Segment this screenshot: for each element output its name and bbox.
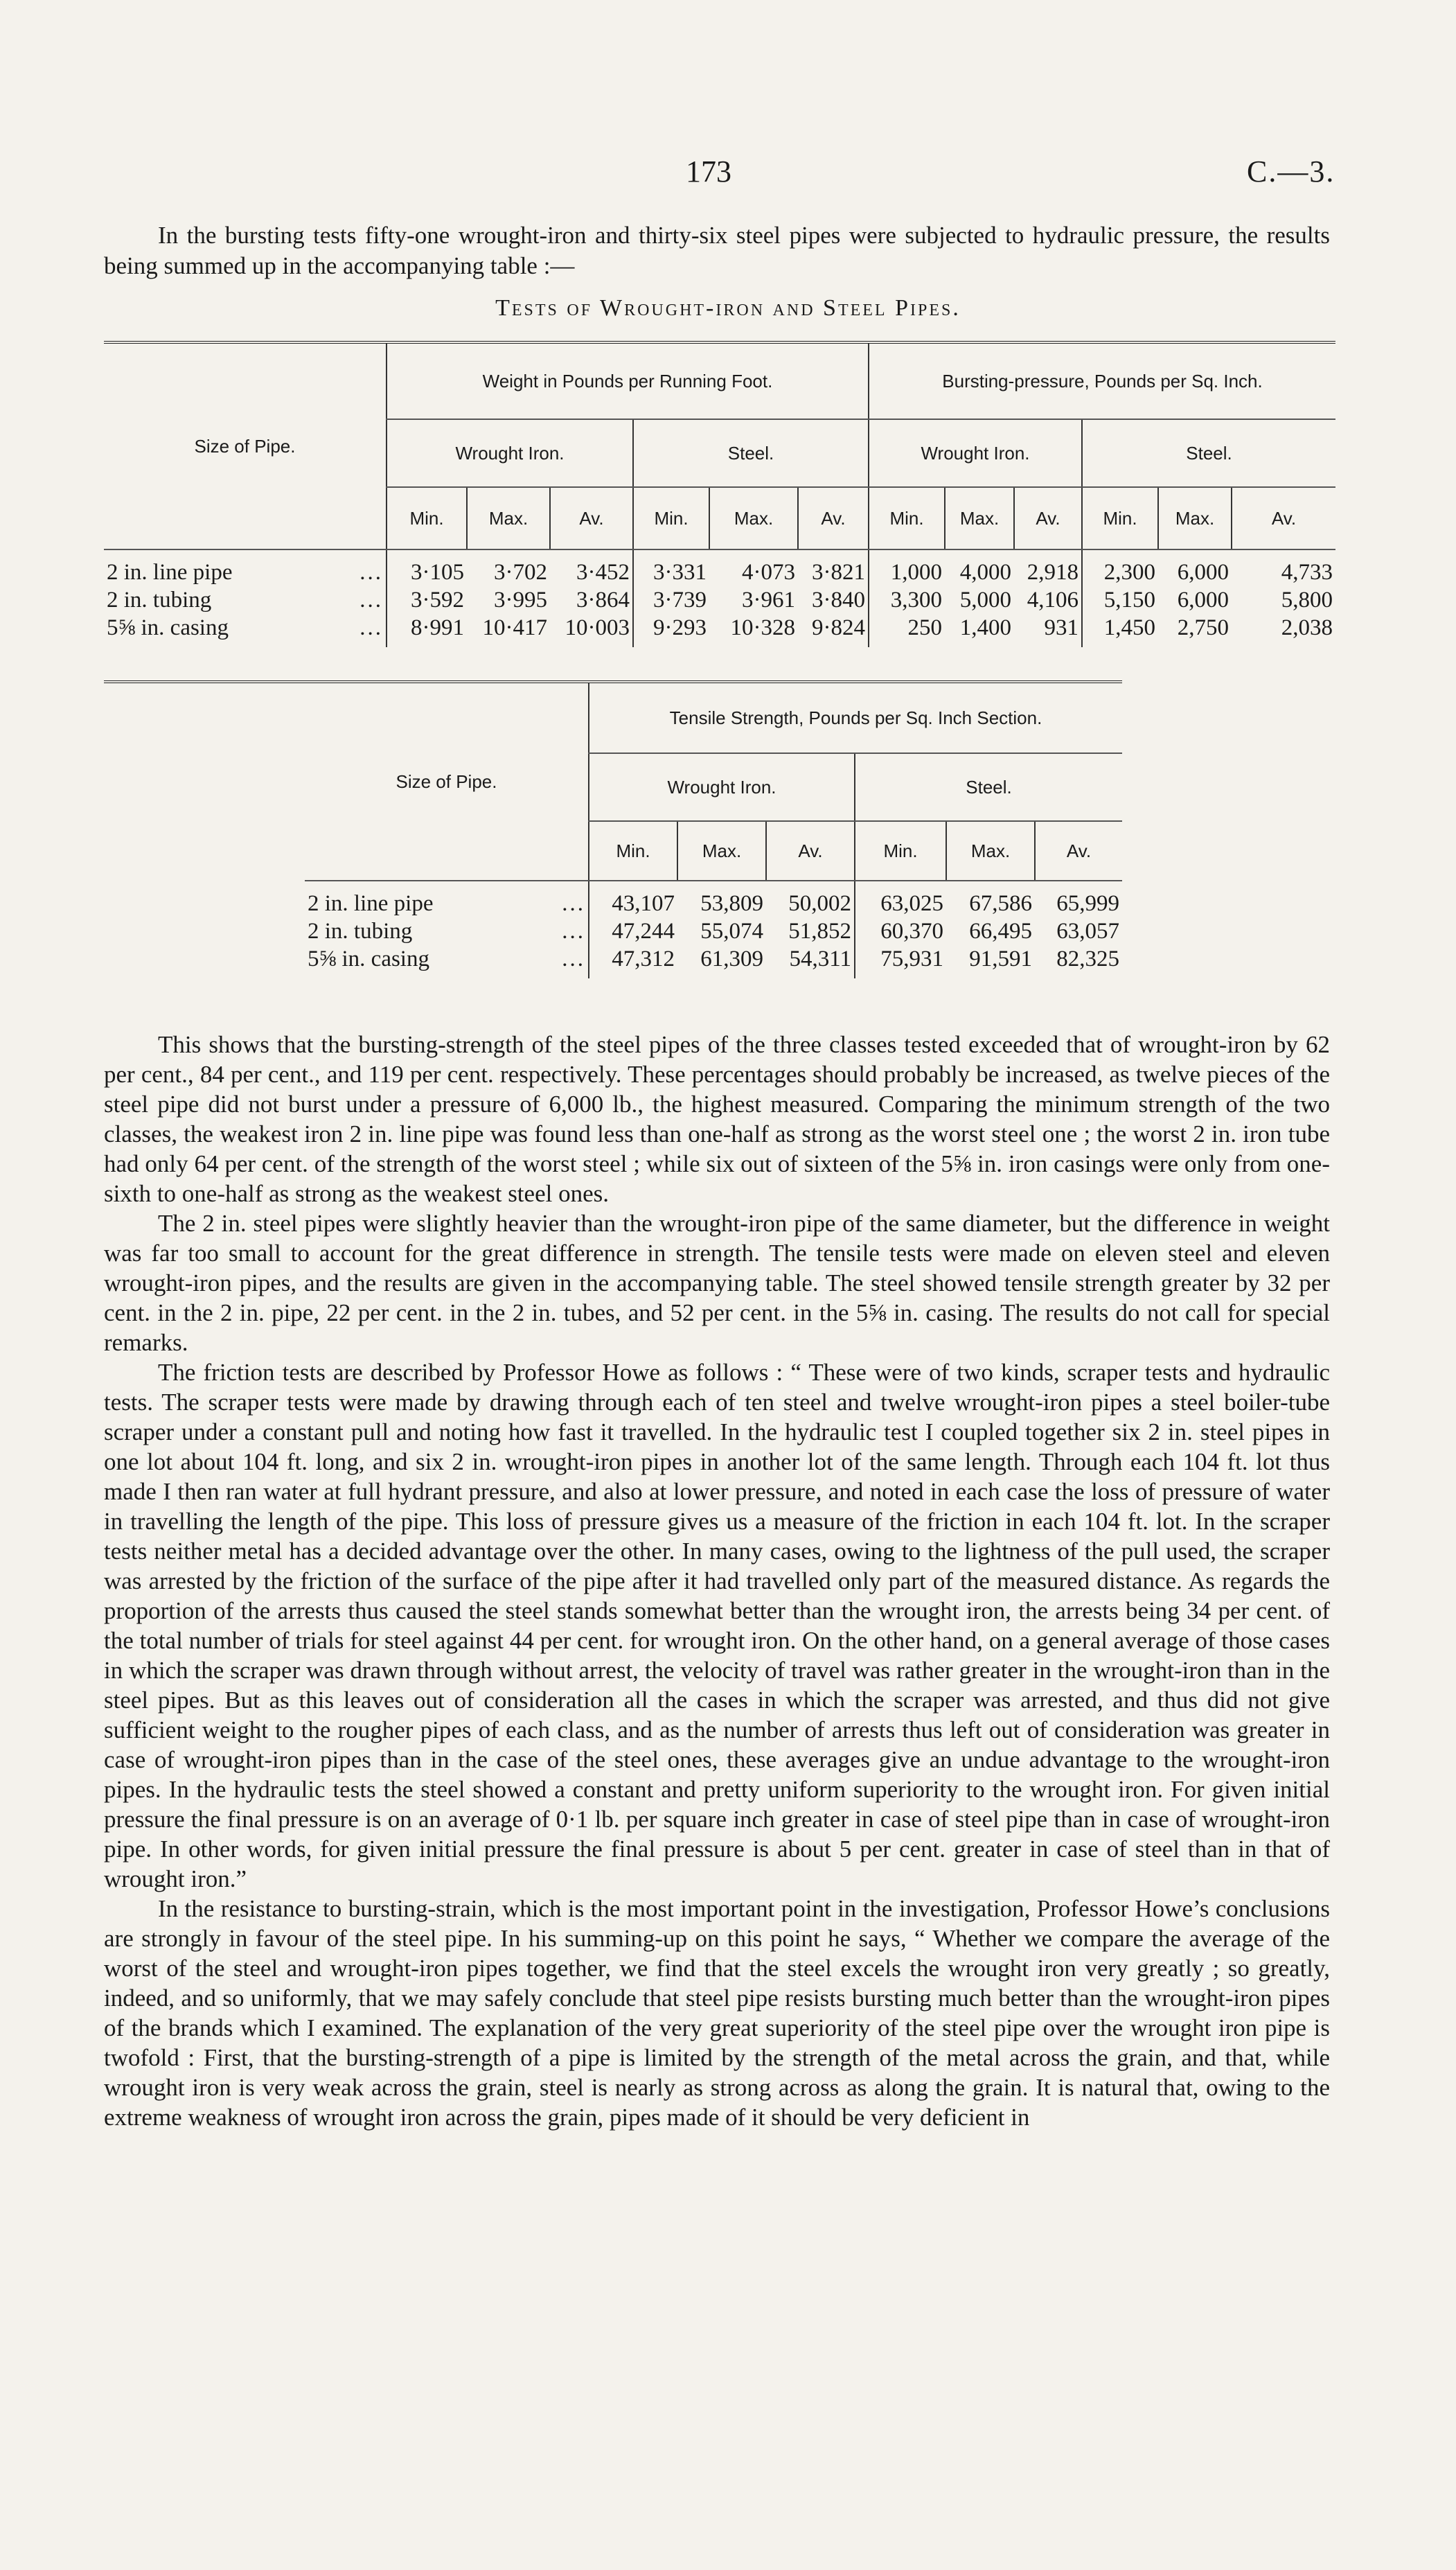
table-divider [104,680,305,683]
pipe-size: 2 in. line pipe ... [308,890,585,916]
pipe-size: 2 in. tubing ... [107,587,383,613]
av-header: Av. [550,487,633,549]
min-header: Min. [633,487,709,549]
table-cell: 8·991 [387,614,467,647]
wrought-iron-header: Wrought Iron. [387,419,633,487]
max-header: Max. [945,487,1014,549]
table-cell: 4,000 [959,559,1011,585]
table-cell: 2,038 [1281,615,1333,640]
table-cell: 3·961 [742,587,795,613]
table-cell: 1,000 [869,549,945,586]
table-cell: 3·702 [494,559,547,585]
table-cell: 53,809 [700,890,763,916]
table-cell: 43,107 [589,881,677,917]
max-header: Max. [467,487,550,549]
weight-bursting-table [104,341,1335,647]
table-cell: 51,852 [788,918,851,944]
max-header: Max. [946,821,1035,881]
steel-header: Steel. [1082,419,1335,487]
paragraph: The friction tests are described by Professor Howe as follows : “ These were of two kinds, scraper tests and hydraulic tests. The scraper tests were made by drawing through each of ten steel and twelve wrought-iron pipes a steel boiler-tube scraper under a constant pull and noting how fast it travelled. In the hydraulic test I coupled together six 2 in. steel pipes in one lot about 104 ft. long, and six 2 in. wrought-iron pipes in another lot of the same length. Through each 104 ft. lot thus made I then ran water at full hydrant pressure, and also at lower pressure, and noted in each case the loss of pressure of water in travelling the length of the pipe. This loss of pressure gives us a measure of the friction in each 104 ft. lot. In the scraper tests neither metal has a decided advantage over the other. In many cases, owing to the lightness of the pull used, the scraper was arrested by the friction of the surface of the pipe after it had travelled only part of the measured distance. As regards the proportion of the arrests thus caused the steel stands somewhat better than the wrought iron, the arrests being 34 per cent. of the total number of trials for steel against 44 per cent. for wrought iron. On the other hand, on a general average of those cases in which the scraper was drawn through without arrest, the velocity of travel was rather greater in the wrought-iron than in the steel pipes. But as this leaves out of consideration all the cases in which the scraper was arrested, and thus did not give sufficient weight to the rougher pipes of each class, and as the number of arrests thus left out of consideration was greater in case of wrought-iron pipes than in the case of the steel ones, these averages give an undue advantage to the wrought-iron pipes. In the hydraulic tests the steel showed a constant and pretty uniform superiority to the wrought iron. For given initial pressure the final pressure is on an average of 0·1 lb. per square inch greater in case of steel pipe than in case of wrought-iron pipe. In other words, for given initial pressure the final pressure is about 5 per cent. greater in case of steel than in that of wrought iron.” [104,1359,1330,1892]
table-cell: 55,074 [700,918,763,944]
table-cell: 3·840 [812,587,865,613]
tensile-group-header: Tensile Strength, Pounds per Sq. Inch Section. [589,682,1122,753]
body-text [104,1030,1330,2132]
table-cell: 5,000 [959,587,1011,613]
table-cell: 2,300 [1082,549,1158,586]
table-cell: 3·592 [387,586,467,614]
size-header: Size of Pipe. [104,342,387,549]
table-cell: 61,309 [700,946,763,971]
table-cell: 2,918 [1027,559,1078,585]
table-cell: 9·824 [812,615,865,640]
bursting-group-header: Bursting-pressure, Pounds per Sq. Inch. [869,342,1335,419]
table-cell: 75,931 [855,945,946,978]
page-number: 173 [686,155,731,188]
pipe-size: 2 in. tubing ... [308,918,585,944]
max-header: Max. [677,821,766,881]
min-header: Min. [589,821,677,881]
max-header: Max. [709,487,798,549]
min-header: Min. [869,487,945,549]
intro-paragraph: In the bursting tests fifty-one wrought-iron and thirty-six steel pipes were subjected to hydraulic pressure, the results being summed up in the accompanying table :— [104,222,1330,279]
table-row [305,881,1122,917]
table-cell: 3,300 [869,586,945,614]
table-cell: 6,000 [1177,559,1229,585]
table-cell: 47,244 [589,917,677,945]
tensile-strength-table [305,680,1122,978]
av-header: Av. [798,487,869,549]
table-cell: 60,370 [855,917,946,945]
table-cell: 82,325 [1056,946,1119,971]
table-cell: 10·003 [565,615,630,640]
pipe-size: 2 in. line pipe ... [107,559,383,585]
pipe-size: 5⅝ in. casing ... [107,615,383,640]
min-header: Min. [855,821,946,881]
table-row [104,586,1335,614]
weight-group-header: Weight in Pounds per Running Foot. [387,342,869,419]
table-cell: 3·452 [576,559,630,585]
table-cell: 63,057 [1056,918,1119,944]
table-cell: 1,400 [959,615,1011,640]
paragraph: The 2 in. steel pipes were slightly heavier than the wrought-iron pipe of the same diameter, but the difference in weight was far too small to account for the great difference in strength. The tensile tests were made on eleven steel and eleven wrought-iron pipes, and the results are given in the accompanying table. The steel showed tensile strength greater by 32 per cent. in the 2 in. pipe, 22 per cent. in the 2 in. tubes, and 52 per cent. in the 5⅝ in. casing. The results do not call for special remarks. [104,1210,1330,1356]
av-header: Av. [1035,821,1122,881]
table-cell: 67,586 [969,890,1032,916]
table-cell: 66,495 [969,918,1032,944]
min-header: Min. [387,487,467,549]
paragraph: In the resistance to bursting-strain, which is the most important point in the investigation, Professor Howe’s conclusions are strongly in favour of the steel pipe. In his summing-up on this point he says, “ Whether we compare the average of the worst of the steel and wrought-iron pipes together, we find that the steel excels the wrought iron very greatly ; so greatly, indeed, and so uniformly, that we may safely conclude that steel pipe resists bursting much better than the wrought-iron pipes of the brands which I examined. The explanation of the very great superiority of the steel pipe over the wrought iron pipe is twofold : First, that the bursting-strength of a pipe is limited by the strength of the metal across the grain, and that, while wrought iron is very weak across the grain, steel is nearly as strong across as along the grain. It is natural that, owing to the extreme weakness of wrought iron across the grain, pipes made of it should be very deficient in [104,1895,1330,2131]
max-header: Max. [1158,487,1232,549]
table-cell: 931 [1044,615,1078,640]
page-reference: C.—3. [1247,155,1335,188]
av-header: Av. [1232,487,1335,549]
table-cell: 4,106 [1027,587,1078,613]
table-cell: 6,000 [1177,587,1229,613]
table-cell: 3·331 [633,549,709,586]
wrought-iron-header: Wrought Iron. [589,753,855,821]
steel-header: Steel. [855,753,1122,821]
table-cell: 9·293 [633,614,709,647]
table-cell: 1,450 [1082,614,1158,647]
table-cell: 250 [869,614,945,647]
table-cell: 63,025 [855,881,946,917]
table-cell: 54,311 [789,946,851,971]
page-header [0,154,1456,195]
table-cell: 10·328 [730,615,795,640]
table-cell: 3·995 [494,587,547,613]
av-header: Av. [766,821,855,881]
size-header: Size of Pipe. [305,682,589,881]
table-row [104,549,1335,586]
wrought-iron-header: Wrought Iron. [869,419,1082,487]
av-header: Av. [1014,487,1082,549]
pipe-size: 5⅝ in. casing ... [308,946,585,971]
table-cell: 3·105 [387,549,467,586]
table-cell: 91,591 [969,946,1032,971]
table-cell: 3·864 [576,587,630,613]
min-header: Min. [1082,487,1158,549]
table-cell: 4,733 [1281,559,1333,585]
table-cell: 10·417 [482,615,547,640]
table-cell: 47,312 [589,945,677,978]
paragraph: This shows that the bursting-strength of the steel pipes of the three classes tested exceeded that of wrought-iron by 62 per cent., 84 per cent., and 119 per cent. respectively. These percentages should probably be increased, as twelve pieces of the steel pipe did not burst under a pressure of 6,000 lb., the highest measured. Comparing the minimum strength of the two classes, the weakest iron 2 in. line pipe was found less than one-half as strong as the worst steel one ; the worst 2 in. iron tube had only 64 per cent. of the strength of the worst steel ; while six out of sixteen of the 5⅝ in. iron casings were only from one-sixth to one-half as strong as the weakest steel ones. [104,1031,1330,1207]
table-row [305,945,1122,978]
table-row [104,614,1335,647]
table-cell: 3·821 [812,559,865,585]
table-cell: 5,150 [1082,586,1158,614]
table-cell: 2,750 [1177,615,1229,640]
table-cell: 5,800 [1281,587,1333,613]
table-cell: 50,002 [788,890,851,916]
table-cell: 3·739 [633,586,709,614]
steel-header: Steel. [633,419,869,487]
table-cell: 4·073 [742,559,795,585]
table-caption: Tests of Wrought-iron and Steel Pipes. [495,295,961,321]
table-row [305,917,1122,945]
table-cell: 65,999 [1056,890,1119,916]
